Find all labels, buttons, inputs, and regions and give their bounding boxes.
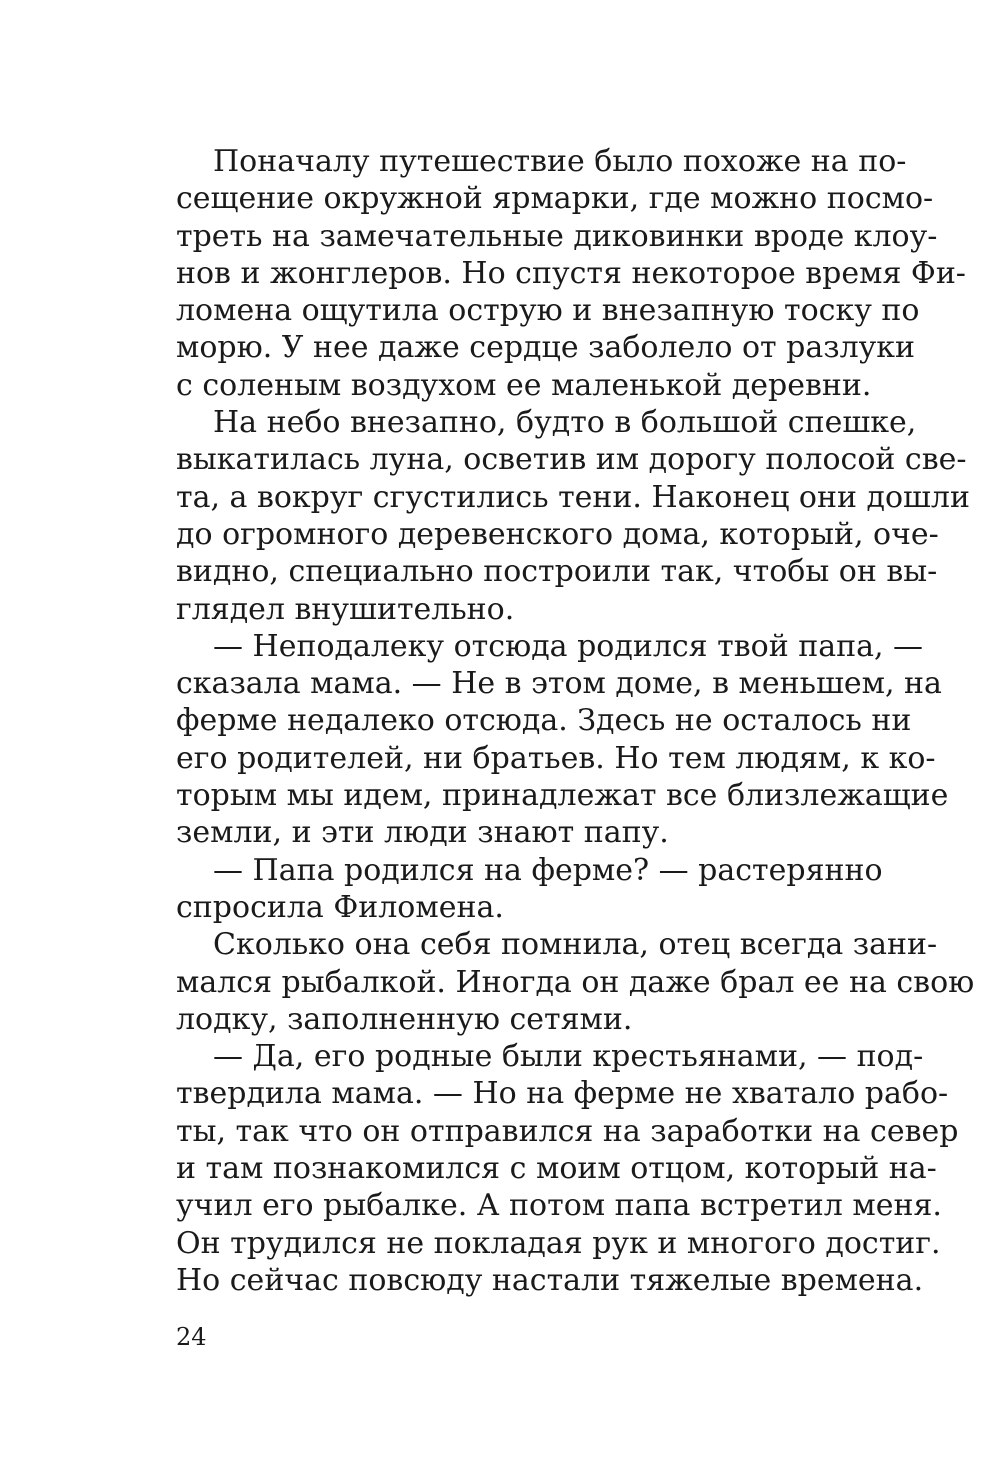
text-line: сещение окружной ярмарки, где можно посмо- (176, 181, 934, 217)
page-text (176, 143, 975, 1299)
text-line: твердила мама. — Но на ферме не хватало рабо- (176, 1076, 949, 1112)
text-line: глядел внушительно. (176, 591, 515, 627)
text-line: Поначалу путешествие было похоже на по- (213, 144, 907, 179)
text-line: — Неподалеку отсюда родился твой папа, — (213, 628, 924, 664)
text-line: учил его рыбалке. А потом папа встретил меня. (176, 1188, 942, 1224)
text-line: та, а вокруг сгустились тени. Наконец они дошли (176, 479, 970, 515)
page-number: 24 (176, 1323, 207, 1351)
text-line: На небо внезапно, будто в большой спешке, (213, 405, 917, 441)
text-line: Он трудился не покладая рук и многого достиг. (176, 1225, 941, 1261)
text-line: ферме недалеко отсюда. Здесь не осталось ни (176, 703, 912, 739)
text-line: морю. У нее даже сердце заболело от разлуки (176, 330, 916, 366)
text-line: ломена ощутила острую и внезапную тоску по (176, 293, 920, 329)
text-line: его родителей, ни братьев. Но тем людям, к ко- (176, 740, 936, 776)
text-line: — Да, его родные были крестьянами, — под- (213, 1039, 924, 1075)
text-line: ты, так что он отправился на заработки на север (176, 1113, 959, 1149)
text-line: Но сейчас повсюду настали тяжелые времена. (176, 1262, 924, 1298)
text-line: видно, специально построили так, чтобы он вы- (176, 554, 938, 590)
text-line: лодку, заполненную сетями. (176, 1001, 633, 1037)
text-line: с соленым воздухом ее маленькой деревни. (176, 367, 872, 403)
text-line: и там познакомился с моим отцом, который на- (176, 1151, 937, 1187)
text-line: мался рыбалкой. Иногда он даже брал ее на свою (176, 964, 975, 1000)
text-line: треть на замечательные диковинки вроде клоу- (176, 218, 938, 254)
text-line: торым мы идем, принадлежат все близлежащие (176, 778, 949, 814)
text-line: до огромного деревенского дома, который, оче- (176, 516, 939, 552)
text-line: — Папа родился на ферме? — растерянно (213, 852, 883, 888)
text-line: Сколько она себя помнила, отец всегда зани- (213, 927, 938, 963)
text-line: выкатилась луна, осветив им дорогу полосой све- (176, 442, 967, 478)
text-line: нов и жонглеров. Но спустя некоторое время Фи- (176, 255, 966, 291)
text-line: спросила Филомена. (176, 889, 504, 925)
text-line: земли, и эти люди знают папу. (176, 815, 669, 851)
text-line: сказала мама. — Не в этом доме, в меньшем, на (176, 666, 942, 702)
